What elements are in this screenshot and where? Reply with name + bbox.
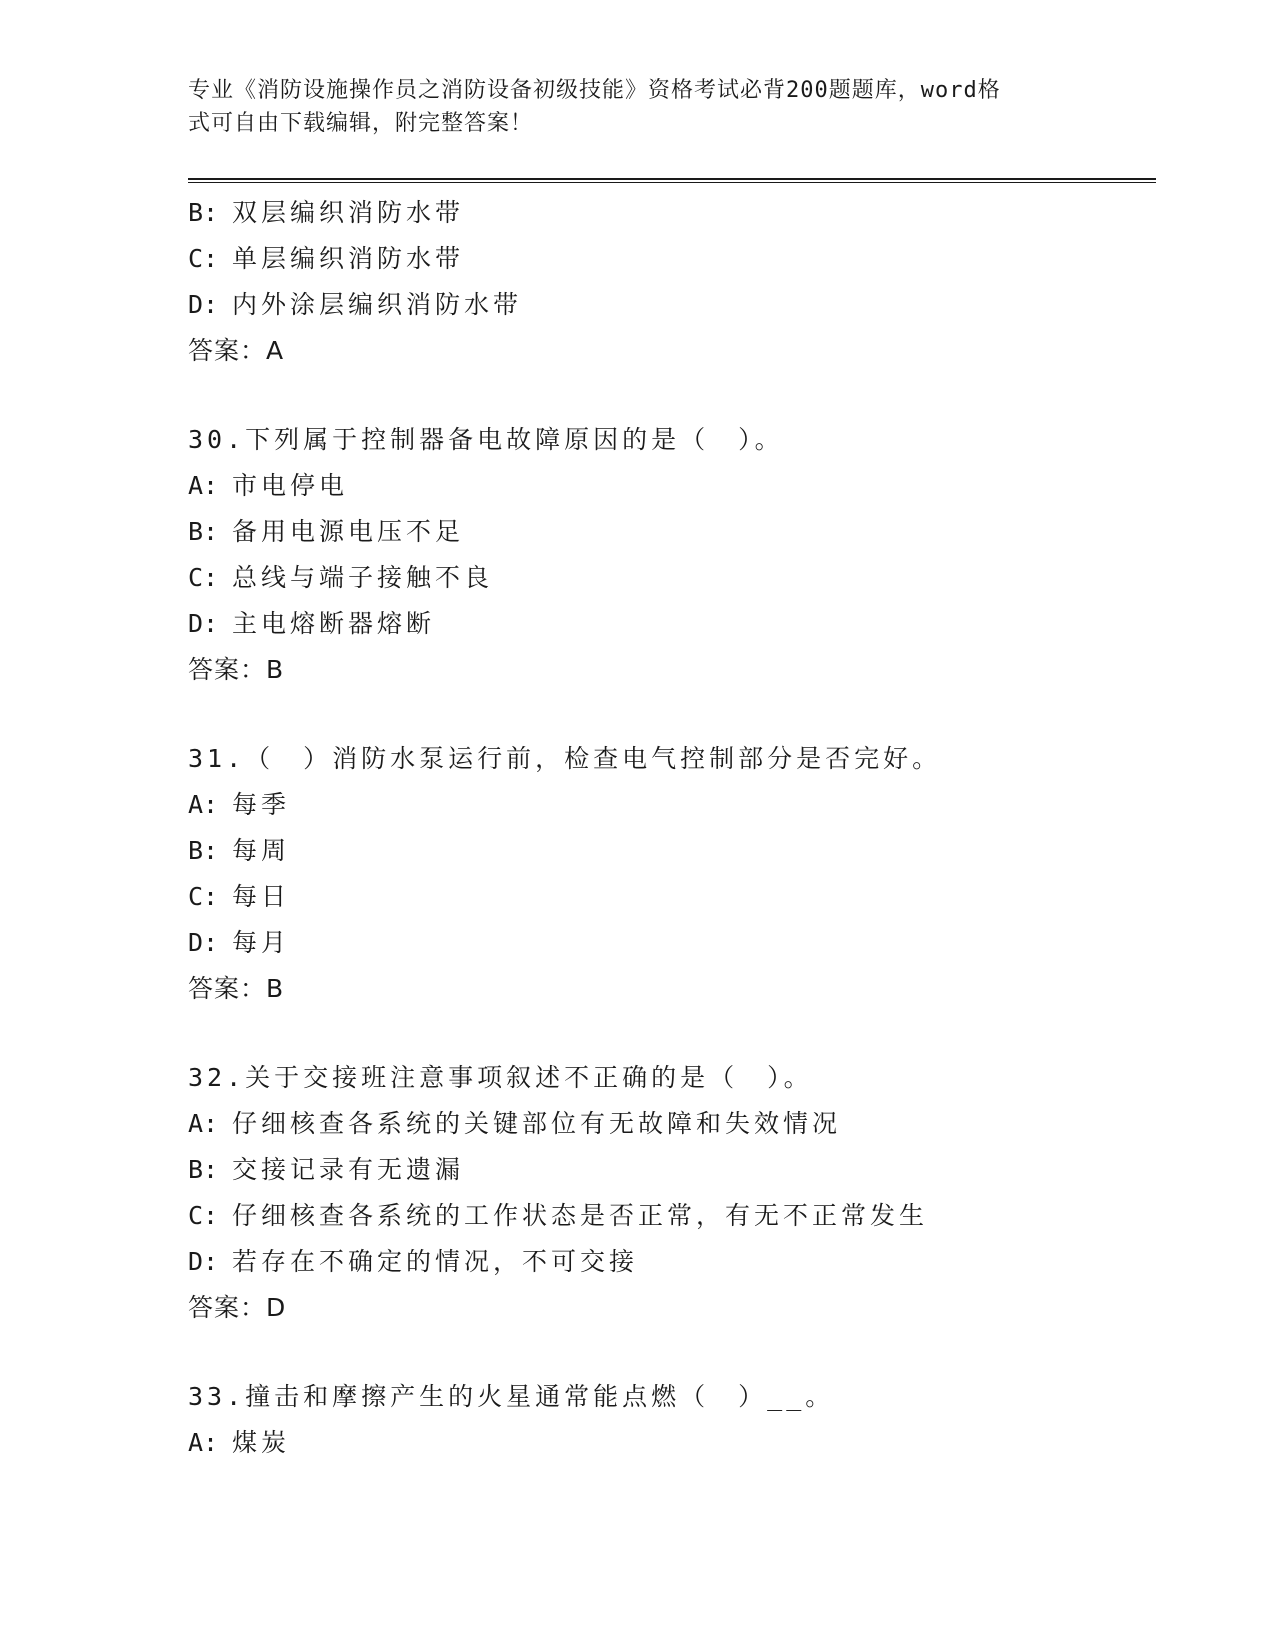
option-key: D:	[188, 928, 219, 957]
option-text: 备用电源电压不足	[232, 517, 465, 546]
option-key: D:	[188, 290, 219, 319]
option-text: 双层编织消防水带	[232, 198, 465, 227]
header-line-1: 专业《消防设施操作员之消防设备初级技能》资格考试必背200题题库，word格	[188, 78, 1001, 103]
option-key: A:	[188, 471, 219, 500]
option-b	[188, 1147, 1148, 1193]
option-text: 每季	[232, 790, 291, 819]
option-key: D:	[188, 1247, 219, 1276]
spacer	[188, 693, 1148, 736]
option-text: 主电熔断器熔断	[232, 609, 436, 638]
spacer	[188, 1012, 1148, 1055]
option-key: A:	[188, 1109, 219, 1138]
question-stem: 32.关于交接班注意事项叙述不正确的是（ ）。	[188, 1063, 813, 1092]
question-33	[188, 1374, 1148, 1466]
option-text: 内外涂层编织消防水带	[232, 290, 523, 319]
option-c	[188, 874, 1148, 920]
answer-line: 答案：D	[188, 1293, 287, 1322]
option-d	[188, 1239, 1148, 1285]
option-text: 总线与端子接触不良	[232, 563, 494, 592]
option-text: 煤炭	[232, 1428, 291, 1457]
spacer	[188, 1331, 1148, 1374]
answer-line: 答案：B	[188, 974, 285, 1003]
option-a	[188, 1420, 1148, 1466]
option-a	[188, 782, 1148, 828]
option-key: A:	[188, 1428, 219, 1457]
option-key: B:	[188, 198, 219, 227]
question-stem: 31.（ ）消防水泵运行前，检查电气控制部分是否完好。	[188, 744, 942, 773]
option-text: 仔细核查各系统的关键部位有无故障和失效情况	[232, 1109, 842, 1138]
question-31	[188, 736, 1148, 1012]
header-divider	[188, 178, 1156, 183]
option-c	[188, 555, 1148, 601]
option-a	[188, 1101, 1148, 1147]
option-key: C:	[188, 1201, 219, 1230]
option-text: 每日	[232, 882, 291, 911]
question-32	[188, 1055, 1148, 1331]
option-key: B:	[188, 836, 219, 865]
option-d	[188, 282, 1148, 328]
option-text: 交接记录有无遗漏	[232, 1155, 465, 1184]
option-text: 每月	[232, 928, 291, 957]
option-text: 每周	[232, 836, 291, 865]
question-30	[188, 417, 1148, 693]
option-text: 单层编织消防水带	[232, 244, 465, 273]
option-text: 若存在不确定的情况，不可交接	[232, 1247, 639, 1276]
option-d	[188, 920, 1148, 966]
option-b	[188, 828, 1148, 874]
option-key: A:	[188, 790, 219, 819]
header-line-2: 式可自由下载编辑，附完整答案！	[188, 111, 534, 136]
document-header	[188, 74, 1068, 140]
answer-line: 答案：B	[188, 655, 285, 684]
question-content	[188, 190, 1148, 1466]
question-stem: 30.下列属于控制器备电故障原因的是（ ）。	[188, 425, 784, 454]
option-d	[188, 601, 1148, 647]
question-stem: 33.撞击和摩擦产生的火星通常能点燃（ ）__。	[188, 1382, 835, 1411]
answer-line: 答案：A	[188, 336, 285, 365]
option-text: 仔细核查各系统的工作状态是否正常，有无不正常发生	[232, 1201, 929, 1230]
prev-question	[188, 190, 1148, 374]
option-key: B:	[188, 1155, 219, 1184]
option-b	[188, 509, 1148, 555]
option-a	[188, 463, 1148, 509]
option-key: C:	[188, 563, 219, 592]
option-key: C:	[188, 882, 219, 911]
option-b	[188, 190, 1148, 236]
spacer	[188, 374, 1148, 417]
option-c	[188, 236, 1148, 282]
option-key: D:	[188, 609, 219, 638]
option-text: 市电停电	[232, 471, 349, 500]
option-c	[188, 1193, 1148, 1239]
option-key: C:	[188, 244, 219, 273]
option-key: B:	[188, 517, 219, 546]
